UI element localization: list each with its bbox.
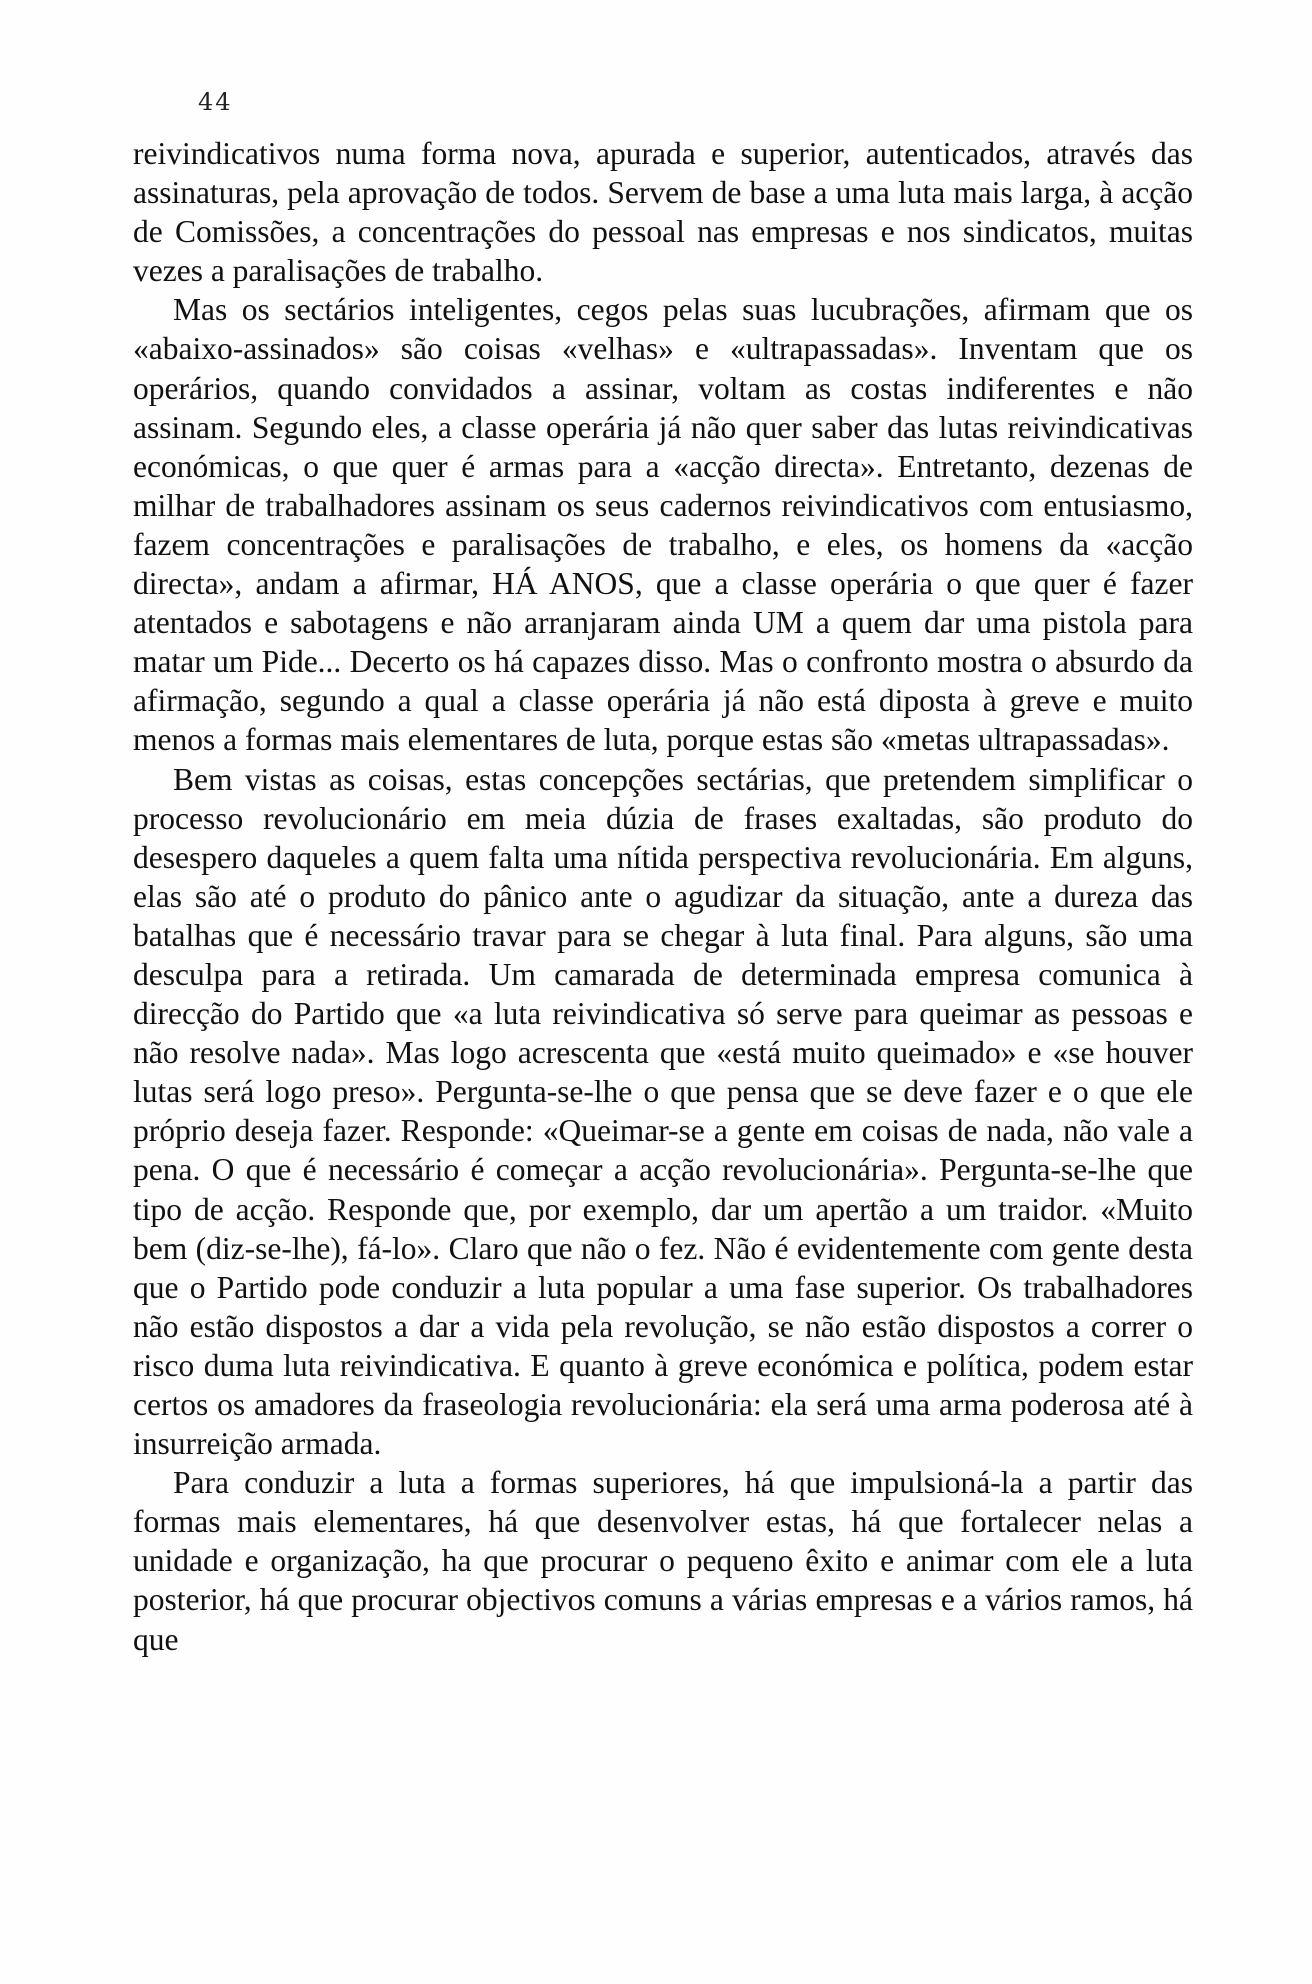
paragraph-1: reivindicativos numa forma nova, apurada e superior, autenticados, através das assinaturas, pela aprovação de todos. Servem de base a uma luta mais larga, à acção de Comissões, a concentrações do pessoal nas empresas e nos sindicatos, muitas vezes a paralisações de trabalho.: [133, 136, 1193, 289]
paragraph-3: Bem vistas as coisas, estas concepções sectárias, que pretendem simplificar o processo revolucionário em meia dúzia de frases exaltadas, são produto do desespero daqueles a quem falta uma nítida perspectiva revolucionária. Em alguns, elas são até o produto do pânico ante o agudizar da situação, ante a dureza das batalhas que é necessário travar para se chegar à luta final. Para alguns, são uma desculpa para a retirada. Um camarada de determinada empresa comunica à direcção do Partido que «a luta reivindicativa só serve para queimar as pessoas e não resolve nada». Mas logo acrescenta que «está muito queimado» e «se houver lutas será logo preso». Pergunta-se-lhe o que pensa que se deve fazer e o que ele próprio deseja fazer. Responde: «Queimar-se a gente em coisas de nada, não vale a pena. O que é necessário é começar a acção revolucionária». Pergunta-se-lhe que tipo de acção. Responde que, por exemplo, dar um apertão a um traidor. «Muito bem (diz-se-lhe), fá-lo». Claro que não o fez. Não é evidentemente com gente desta que o Partido pode conduzir a luta popular a uma fase superior. Os trabalhadores não estão dispostos a dar a vida pela revolução, se não estão dispostos a correr o risco duma luta reivindicativa. E quanto à greve económica e política, podem estar certos os amadores da fraseologia revolucionária: ela será uma arma poderosa até à insurreição armada.: [133, 761, 1193, 1462]
body-text: [133, 134, 1193, 1659]
paragraph-2: Mas os sectários inteligentes, cegos pelas suas lucubrações, afirmam que os «abaixo-assinados» são coisas «velhas» e «ultrapassadas». Inventam que os operários, quando convidados a assinar, voltam as costas indiferentes e não assinam. Segundo eles, a classe operária já não quer saber das lutas reivindicativas económicas, o que quer é armas para a «acção directa». Entretanto, dezenas de milhar de trabalhadores assinam os seus cadernos reivindicativos com entusiasmo, fazem concentrações e paralisações de trabalho, e eles, os homens da «acção directa», andam a afirmar, HÁ ANOS, que a classe operária o que quer é fazer atentados e sabotagens e não arranjaram ainda UM a quem dar uma pistola para matar um Pide... Decerto os há capazes disso. Mas o confronto mostra o absurdo da afirmação, segundo a qual a classe operária já não está diposta à greve e muito menos a formas mais elementares de luta, porque estas são «metas ultrapassadas».: [133, 292, 1193, 758]
page-number: 44: [198, 88, 233, 116]
paragraph-4: Para conduzir a luta a formas superiores, há que impulsioná-la a partir das formas mais elementares, há que desenvolver estas, há que fortalecer nelas a unidade e organização, ha que procurar o pequeno êxito e animar com ele a luta posterior, há que procurar objectivos comuns a várias empresas e a vários ramos, há que: [133, 1465, 1193, 1657]
